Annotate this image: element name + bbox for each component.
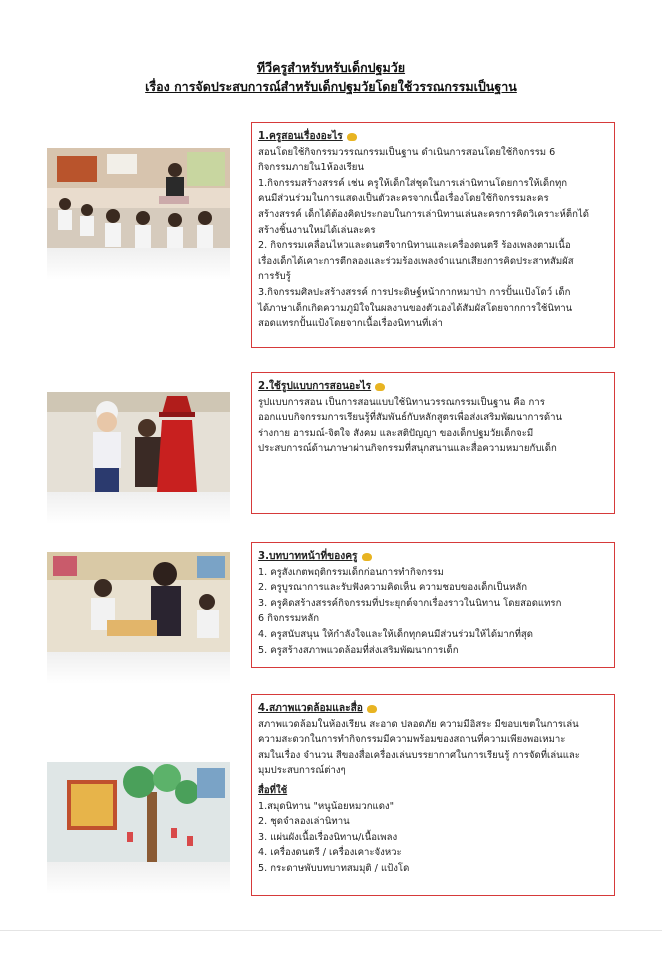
section-1-line: 2. กิจกรรมเคลื่อนไหวและดนตรีจากนิทานและเครื่องดนตรี ร้องเพลงตามเนื้อ xyxy=(258,240,571,252)
section-1-box xyxy=(251,122,615,348)
media-list-item: 1.สมุดนิทาน "หนูน้อยหมวกแดง" xyxy=(258,800,395,812)
section-2-box xyxy=(251,372,615,514)
section-1-line: ได้ภาษาเด็กเกิดความภูมิใจในผลงานของตัวเองได้สัมผัสโดยจากการใช้นิทาน xyxy=(258,302,573,314)
media-list-item: 2. ชุดจำลองเล่านิทาน xyxy=(258,816,350,828)
media-list-item: 3. แผ่นผังเนื้อเรื่องนิทาน/เนื้อเพลง xyxy=(258,831,398,843)
section-3-line: 5. ครูสร้างสภาพแวดล้อมที่ส่งเสริมพัฒนาการเด็ก xyxy=(258,644,459,656)
media-subheading: สื่อที่ใช้ xyxy=(258,784,288,796)
section-4-box xyxy=(251,694,615,896)
section-1-line: กิจกรรมภายใน1ห้องเรียน xyxy=(258,162,364,174)
section-2-heading: 2.ใช้รูปแบบการสอนอะไร xyxy=(258,379,608,395)
star-icon xyxy=(346,132,358,142)
section-3-line: 2. ครูบูรณาการและรับฟังความคิดเห็น ความชอบของเด็กเป็นหลัก xyxy=(258,582,528,594)
section-2-line: ออกแบบกิจกรรมการเรียนรู้ที่สัมพันธ์กับหลักสูตรเพื่อส่งเสริมพัฒนาการด้าน xyxy=(258,412,563,424)
section-3-line: 3. ครูคิดสร้างสรรค์กิจกรรมที่ประยุกต์จากเรื่องราวในนิทาน โดยสอดแทรก xyxy=(258,597,562,609)
photo-classroom-storytelling xyxy=(47,148,230,280)
star-icon xyxy=(361,552,373,562)
photo-reading-book xyxy=(47,552,230,684)
section-1-line: สร้างสรรค์ เด็กได้ต้องคิดประกอบในการเล่านิทานเล่นละครการคิดวิเคราะห์ต็กได้ xyxy=(258,208,589,220)
section-4-heading: 4.สภาพแวดล้อมและสื่อ xyxy=(258,701,608,717)
media-list-item: 4. เครื่องดนตรี / เครื่องเคาะจังหวะ xyxy=(258,847,402,859)
section-2-line: รูปแบบการสอน เป็นการสอนแบบใช้นิทานวรรณกรรมเป็นฐาน คือ การ xyxy=(258,396,545,408)
section-4-line: สมในเรื่อง จำนวน สีของสื่อเครื่องเล่นบรรยากาศในการเรียนรู้ การจัดที่เล่นและ xyxy=(258,749,580,761)
section-3-box xyxy=(251,542,615,668)
section-1-line: การรับรู้ xyxy=(258,271,291,283)
section-1-line: คนมีส่วนร่วมในการแสดงเป็นตัวละครจากเนื้อเรื่องโดยใช้กิจกรรมละคร xyxy=(258,193,549,205)
section-3-heading: 3.บทบาทหน้าที่ของครู xyxy=(258,549,608,565)
section-4-line: สภาพแวดล้อมในห้องเรียน สะอาด ปลอดภัย ความมีอิสระ มีขอบเขตในการเล่น xyxy=(258,718,579,730)
section-1-line: สอนโดยใช้กิจกรรมวรรณกรรมเป็นฐาน ดำเนินการสอนโดยใช้กิจกรรม 6 xyxy=(258,146,556,158)
section-1-line: 1.กิจกรรมสร้างสรรค์ เช่น ครูให้เด็กใส่ชุดในการเล่านิทานโดยการให้เด็กทุก xyxy=(258,177,568,189)
page-divider xyxy=(0,930,662,931)
star-icon xyxy=(374,382,386,392)
section-1-line: สอดแทรกปั้นแป้งโดยจากเนื้อเรื่องนิทานที่เล่า xyxy=(258,318,443,330)
title-line-1: ทีวีครูสำหรับหรับเด็กปฐมวัย xyxy=(256,60,406,75)
section-1-line: เรื่องเด็กได้เคาะการตีกลองและร่วมร้องเพลงจำแนกเสียงการคิดประสาทสัมผัส xyxy=(258,255,574,267)
media-list-item: 5. กระดาษพับบทบาทสมมุติ / แป้งโด xyxy=(258,862,410,874)
section-1-line: 3.กิจกรรมศิลปะสร้างสรรค์ การประดิษฐ์หน้ากากหมาป่า การปั้นแป้งโดว์ เด็ก xyxy=(258,286,571,298)
star-icon xyxy=(366,704,378,714)
section-3-line: 4. ครูสนับสนุน ให้กำลังใจและให้เด็กทุกคนมีส่วนร่วมให้ได้มากที่สุด xyxy=(258,628,534,640)
photo-classroom-environment xyxy=(47,762,230,894)
section-3-line: 1. ครูสังเกตพฤติกรรมเด็กก่อนการทำกิจกรรม xyxy=(258,566,444,578)
section-4-line: มุมประสบการณ์ต่างๆ xyxy=(258,765,346,777)
section-4-line: ความสะดวกในการทำกิจกรรมมีความพร้อมของสถานที่ความเพียงพอเหมาะ xyxy=(258,734,566,746)
document-title xyxy=(0,58,662,96)
section-2-line: ประสบการณ์ด้านภาษาผ่านกิจกรรมที่สนุกสนานและสื่อความหมายกับเด็ก xyxy=(258,443,557,455)
title-line-2: เรื่อง การจัดประสบการณ์สำหรับเด็กปฐมวัยโดยใช้วรรณกรรมเป็นฐาน xyxy=(145,79,517,94)
photo-costume-play xyxy=(47,392,230,524)
section-3-line: 6 กิจกรรมหลัก xyxy=(258,613,320,625)
section-1-heading: 1.ครูสอนเรื่องอะไร xyxy=(258,129,608,145)
section-1-line: สร้างชิ้นงานใหม่ได้เล่นละคร xyxy=(258,224,376,236)
section-2-line: ร่างกาย อารมณ์-จิตใจ สังคม และสติปัญญา ของเด็กปฐมวัยเด็กจะมี xyxy=(258,427,534,439)
